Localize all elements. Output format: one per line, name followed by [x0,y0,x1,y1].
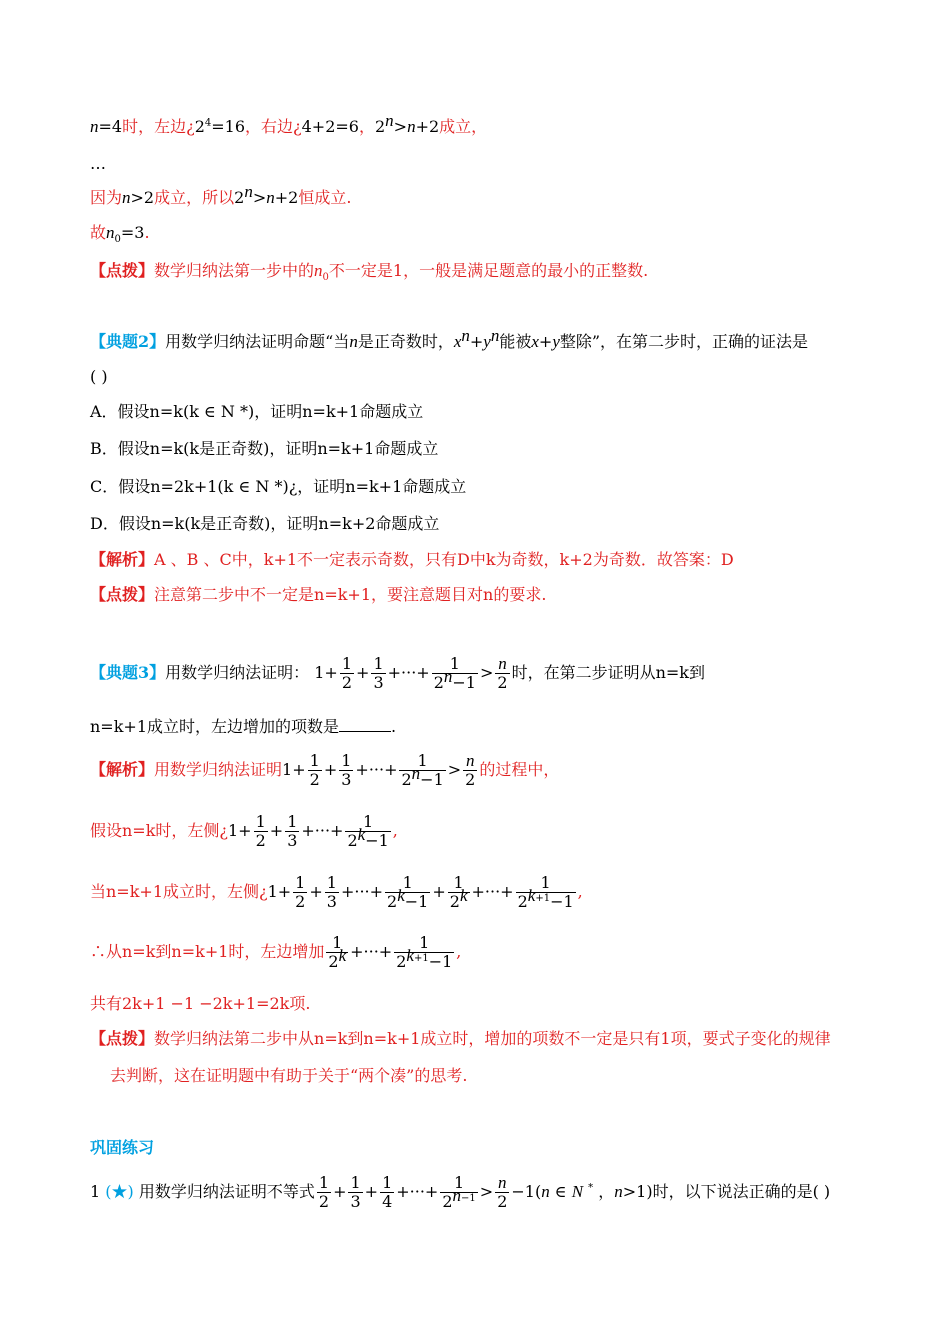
practice-title: 巩固练习 [90,1138,155,1157]
ex3-step-3: ∴从n=k到n=k+1时，左边增加 $\frac{1}{2^k}$ +···+ $\frac{1}{2^{k+1}-1}$ , [90,933,462,971]
ex3-tip: 【点拨】数学归纳法第二步中从n=k到n=k+1成立时，增加的项数不一定是只有1项，要式子变化的规律 [90,1029,831,1048]
line-conclusion: 故$n_0=3$. [90,223,150,246]
ex2-question: 【典题2】用数学归纳法证明命题“当n是正奇数时，$x^n+y^n$能被x+y整除”，在第二步时，正确的证法是 [90,325,809,351]
ex2-option-b: B．假设n=k(k是正奇数)，证明n=k+1命题成立 [90,439,439,458]
ex2-option-c: C．假设n=2k+1(k ∈ N *)¿，证明n=k+1命题成立 [90,477,467,496]
ex3-answer: 【解析】用数学归纳法证明1+ $\frac{1}{2}$ + $\frac{1}{3}$ +···+ $\frac{1}{2^n-1}$ > $\frac{n}{2}$ 的过程中， [90,751,560,789]
ellipsis-line: … [90,154,106,173]
practice-question-1: 1 (★) 用数学归纳法证明不等式 $\frac{1}{2}$ + $\frac{1}{3}$ + $\frac{1}{4}$ +···+ $\frac{1}{2^{n-1}}$ > $\frac{n}{2}$ −1(n ∈ N * ，n>1)时，以下说法正确的是( ) [90,1173,831,1211]
ex3-tip-2: 去判断，这在证明题中有助于关于“两个凑”的思考. [110,1066,468,1085]
ex2-option-a: A．假设n=k(k ∈ N *)，证明n=k+1命题成立 [90,402,424,421]
ex3-question-2: n=k+1成立时，左边增加的项数是 . [90,717,397,736]
ex2-answer: 【解析】A 、B 、C中，k+1不一定表示奇数，只有D中k为奇数，k+2为奇数．故答案：D [90,550,734,569]
ex3-step-1: 假设n=k时，左侧¿1+ $\frac{1}{2}$ + $\frac{1}{3}$ +···+ $\frac{1}{2^k-1}$ , [90,812,398,850]
ex3-step-4: 共有2k+1 −1 −2k+1=2k项. [90,994,311,1013]
ex3-step-2: 当n=k+1成立时，左侧¿1+ $\frac{1}{2}$ + $\frac{1}{3}$ +···+ $\frac{1}{2^k-1}$ + $\frac{1}{2^k}$ +···+ $\frac{1}{2^{k+1}-1}$ , [90,873,583,911]
ex3-question: 【典题3】用数学归纳法证明： 1+ $\frac{1}{2}$ + $\frac{1}{3}$ +···+ $\frac{1}{2^n-1}$ > $\frac{n}{2}$ 时，在第二步证明从n=k到 [90,654,705,692]
line-n4: n=4时，左边¿$2^4=16$，右边¿4+2=6，$2^n>n+2$成立， [90,110,488,136]
tip-1: 【点拨】数学归纳法第一步中的$n_0$不一定是1，一般是满足题意的最小的正整数. [90,261,649,284]
ex2-paren: ( ) [90,367,108,386]
line-because: 因为n>2成立，所以$2^n>n+2$恒成立. [90,181,352,207]
ex2-option-d: D．假设n=k(k是正奇数)，证明n=k+2命题成立 [90,514,440,533]
ex2-tip: 【点拨】注意第二步中不一定是n=k+1，要注意题目对n的要求. [90,585,547,604]
answer-blank [339,717,391,732]
